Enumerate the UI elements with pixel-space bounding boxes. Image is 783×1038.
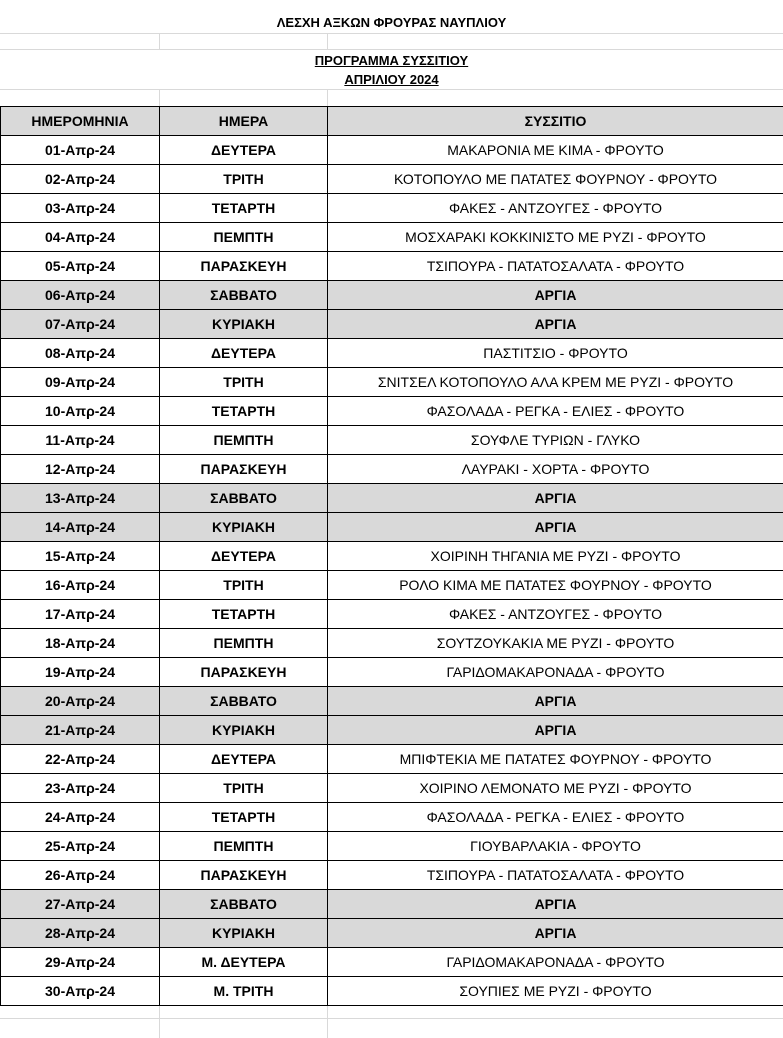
meal-cell: ΠΑΣΤΙΤΣΙΟ - ΦΡΟΥΤΟ (328, 339, 783, 368)
date-cell: 29-Απρ-24 (1, 948, 160, 977)
sheet-gridline (0, 1018, 783, 1019)
table-row (1, 977, 783, 1006)
date-cell: 18-Απρ-24 (1, 629, 160, 658)
table-row (1, 774, 783, 803)
table-row (1, 745, 783, 774)
day-cell: ΚΥΡΙΑΚΗ (160, 310, 328, 339)
column-header-day: ΗΜΕΡΑ (160, 107, 328, 136)
day-cell: ΠΑΡΑΣΚΕΥΗ (160, 658, 328, 687)
meal-cell: ΧΟΙΡΙΝΗ ΤΗΓΑΝΙΑ ΜΕ ΡΥΖΙ - ΦΡΟΥΤΟ (328, 542, 783, 571)
table-row (1, 919, 783, 948)
meal-cell: ΑΡΓΙΑ (328, 513, 783, 542)
table-row (1, 861, 783, 890)
day-cell: ΣΑΒΒΑΤΟ (160, 281, 328, 310)
table-row (1, 455, 783, 484)
date-cell: 26-Απρ-24 (1, 861, 160, 890)
table-row (1, 890, 783, 919)
meal-cell: ΦΑΣΟΛΑΔΑ - ΡΕΓΚΑ - ΕΛΙΕΣ - ΦΡΟΥΤΟ (328, 397, 783, 426)
table-row (1, 658, 783, 687)
table-row (1, 194, 783, 223)
column-header-meal: ΣΥΣΣΙΤΙΟ (328, 107, 783, 136)
meal-cell: ΑΡΓΙΑ (328, 716, 783, 745)
date-cell: 16-Απρ-24 (1, 571, 160, 600)
day-cell: ΠΕΜΠΤΗ (160, 223, 328, 252)
table-row (1, 165, 783, 194)
date-cell: 01-Απρ-24 (1, 136, 160, 165)
meal-cell: ΑΡΓΙΑ (328, 687, 783, 716)
program-title: ΠΡΟΓΡΑΜΜΑ ΣΥΣΣΙΤΙΟΥ (314, 53, 469, 68)
day-cell: ΠΑΡΑΣΚΕΥΗ (160, 455, 328, 484)
meal-cell: ΑΡΓΙΑ (328, 310, 783, 339)
day-cell: ΚΥΡΙΑΚΗ (160, 716, 328, 745)
day-cell: ΠΕΜΠΤΗ (160, 426, 328, 455)
meal-cell: ΚΟΤΟΠΟΥΛΟ ΜΕ ΠΑΤΑΤΕΣ ΦΟΥΡΝΟΥ - ΦΡΟΥΤΟ (328, 165, 783, 194)
table-row (1, 687, 783, 716)
day-cell: ΤΡΙΤΗ (160, 165, 328, 194)
meal-cell: ΜΟΣΧΑΡΑΚΙ ΚΟΚΚΙΝΙΣΤΟ ΜΕ ΡΥΖΙ - ΦΡΟΥΤΟ (328, 223, 783, 252)
table-row (1, 310, 783, 339)
table-header-row (1, 107, 783, 136)
day-cell: ΠΑΡΑΣΚΕΥΗ (160, 252, 328, 281)
meal-cell: ΑΡΓΙΑ (328, 484, 783, 513)
table-row (1, 629, 783, 658)
table-row (1, 136, 783, 165)
meal-cell: ΤΣΙΠΟΥΡΑ - ΠΑΤΑΤΟΣΑΛΑΤΑ - ΦΡΟΥΤΟ (328, 861, 783, 890)
date-cell: 09-Απρ-24 (1, 368, 160, 397)
table-row (1, 339, 783, 368)
date-cell: 11-Απρ-24 (1, 426, 160, 455)
meal-cell: ΑΡΓΙΑ (328, 281, 783, 310)
table-row (1, 948, 783, 977)
table-row (1, 571, 783, 600)
day-cell: ΤΡΙΤΗ (160, 774, 328, 803)
date-cell: 22-Απρ-24 (1, 745, 160, 774)
table-row (1, 832, 783, 861)
meal-cell: ΦΑΣΟΛΑΔΑ - ΡΕΓΚΑ - ΕΛΙΕΣ - ΦΡΟΥΤΟ (328, 803, 783, 832)
meal-cell: ΣΟΥΠΙΕΣ ΜΕ ΡΥΖΙ - ΦΡΟΥΤΟ (328, 977, 783, 1006)
day-cell: ΣΑΒΒΑΤΟ (160, 890, 328, 919)
date-cell: 04-Απρ-24 (1, 223, 160, 252)
day-cell: ΔΕΥΤΕΡΑ (160, 542, 328, 571)
day-cell: ΤΕΤΑΡΤΗ (160, 397, 328, 426)
date-cell: 12-Απρ-24 (1, 455, 160, 484)
day-cell: ΤΕΤΑΡΤΗ (160, 194, 328, 223)
day-cell: Μ. ΤΡΙΤΗ (160, 977, 328, 1006)
day-cell: ΣΑΒΒΑΤΟ (160, 484, 328, 513)
table-row (1, 252, 783, 281)
sheet-gridline (0, 49, 783, 50)
day-cell: ΤΡΙΤΗ (160, 368, 328, 397)
day-cell: ΠΕΜΠΤΗ (160, 629, 328, 658)
day-cell: ΔΕΥΤΕΡΑ (160, 745, 328, 774)
meal-cell: ΣΝΙΤΣΕΛ ΚΟΤΟΠΟΥΛΟ ΑΛΑ ΚΡΕΜ ΜΕ ΡΥΖΙ - ΦΡΟΥΤΟ (328, 368, 783, 397)
date-cell: 27-Απρ-24 (1, 890, 160, 919)
table-row (1, 397, 783, 426)
day-cell: ΚΥΡΙΑΚΗ (160, 919, 328, 948)
date-cell: 28-Απρ-24 (1, 919, 160, 948)
column-header-date: ΗΜΕΡΟΜΗΝΙΑ (1, 107, 160, 136)
day-cell: Μ. ΔΕΥΤΕΡΑ (160, 948, 328, 977)
day-cell: ΔΕΥΤΕΡΑ (160, 339, 328, 368)
table-row (1, 542, 783, 571)
date-cell: 21-Απρ-24 (1, 716, 160, 745)
table-row (1, 223, 783, 252)
table-row (1, 600, 783, 629)
date-cell: 07-Απρ-24 (1, 310, 160, 339)
meal-cell: ΣΟΥΦΛΕ ΤΥΡΙΩΝ - ΓΛΥΚΟ (328, 426, 783, 455)
meal-cell: ΤΣΙΠΟΥΡΑ - ΠΑΤΑΤΟΣΑΛΑΤΑ - ΦΡΟΥΤΟ (328, 252, 783, 281)
sheet-gridline (159, 1004, 160, 1038)
date-cell: 20-Απρ-24 (1, 687, 160, 716)
meal-cell: ΓΑΡΙΔΟΜΑΚΑΡΟΝΑΔΑ - ΦΡΟΥΤΟ (328, 658, 783, 687)
meal-cell: ΣΟΥΤΖΟΥΚΑΚΙΑ ΜΕ ΡΥΖΙ - ΦΡΟΥΤΟ (328, 629, 783, 658)
date-cell: 24-Απρ-24 (1, 803, 160, 832)
meal-cell: ΡΟΛΟ ΚΙΜΑ ΜΕ ΠΑΤΑΤΕΣ ΦΟΥΡΝΟΥ - ΦΡΟΥΤΟ (328, 571, 783, 600)
sheet-gridline (327, 89, 328, 106)
date-cell: 02-Απρ-24 (1, 165, 160, 194)
day-cell: ΔΕΥΤΕΡΑ (160, 136, 328, 165)
day-cell: ΠΑΡΑΣΚΕΥΗ (160, 861, 328, 890)
table-row (1, 513, 783, 542)
date-cell: 25-Απρ-24 (1, 832, 160, 861)
table-row (1, 803, 783, 832)
month-title: ΑΠΡΙΛΙΟΥ 2024 (344, 72, 439, 87)
meal-schedule-table (0, 106, 783, 1006)
day-cell: ΤΡΙΤΗ (160, 571, 328, 600)
date-cell: 06-Απρ-24 (1, 281, 160, 310)
day-cell: ΤΕΤΑΡΤΗ (160, 803, 328, 832)
date-cell: 03-Απρ-24 (1, 194, 160, 223)
date-cell: 05-Απρ-24 (1, 252, 160, 281)
meal-cell: ΛΑΥΡΑΚΙ - ΧΟΡΤΑ - ΦΡΟΥΤΟ (328, 455, 783, 484)
table-body (1, 136, 783, 1006)
table-row (1, 716, 783, 745)
meal-cell: ΜΠΙΦΤΕΚΙΑ ΜΕ ΠΑΤΑΤΕΣ ΦΟΥΡΝΟΥ - ΦΡΟΥΤΟ (328, 745, 783, 774)
day-cell: ΤΕΤΑΡΤΗ (160, 600, 328, 629)
date-cell: 17-Απρ-24 (1, 600, 160, 629)
sheet-gridline (327, 1004, 328, 1038)
meal-cell: ΑΡΓΙΑ (328, 919, 783, 948)
meal-cell: ΦΑΚΕΣ - ΑΝΤΖΟΥΓΕΣ - ΦΡΟΥΤΟ (328, 194, 783, 223)
org-title: ΛΕΣΧΗ ΑΞΚΩΝ ΦΡΟΥΡΑΣ ΝΑΥΠΛΙΟΥ (276, 15, 507, 30)
meal-cell: ΓΙΟΥΒΑΡΛΑΚΙΑ - ΦΡΟΥΤΟ (328, 832, 783, 861)
sheet-gridline (159, 33, 160, 49)
meal-cell: ΜΑΚΑΡΟΝΙΑ ΜΕ ΚΙΜΑ - ΦΡΟΥΤΟ (328, 136, 783, 165)
day-cell: ΚΥΡΙΑΚΗ (160, 513, 328, 542)
date-cell: 13-Απρ-24 (1, 484, 160, 513)
sheet-gridline (327, 33, 328, 49)
table-row (1, 368, 783, 397)
date-cell: 23-Απρ-24 (1, 774, 160, 803)
table-row (1, 426, 783, 455)
sheet-gridline (0, 33, 783, 34)
sheet-gridline (0, 89, 783, 90)
date-cell: 14-Απρ-24 (1, 513, 160, 542)
date-cell: 10-Απρ-24 (1, 397, 160, 426)
table-row (1, 484, 783, 513)
date-cell: 19-Απρ-24 (1, 658, 160, 687)
table-row (1, 281, 783, 310)
day-cell: ΣΑΒΒΑΤΟ (160, 687, 328, 716)
date-cell: 15-Απρ-24 (1, 542, 160, 571)
date-cell: 08-Απρ-24 (1, 339, 160, 368)
meal-cell: ΓΑΡΙΔΟΜΑΚΑΡΟΝΑΔΑ - ΦΡΟΥΤΟ (328, 948, 783, 977)
meal-cell: ΑΡΓΙΑ (328, 890, 783, 919)
day-cell: ΠΕΜΠΤΗ (160, 832, 328, 861)
sheet-gridline (159, 89, 160, 106)
date-cell: 30-Απρ-24 (1, 977, 160, 1006)
meal-cell: ΧΟΙΡΙΝΟ ΛΕΜΟΝΑΤΟ ΜΕ ΡΥΖΙ - ΦΡΟΥΤΟ (328, 774, 783, 803)
meal-cell: ΦΑΚΕΣ - ΑΝΤΖΟΥΓΕΣ - ΦΡΟΥΤΟ (328, 600, 783, 629)
